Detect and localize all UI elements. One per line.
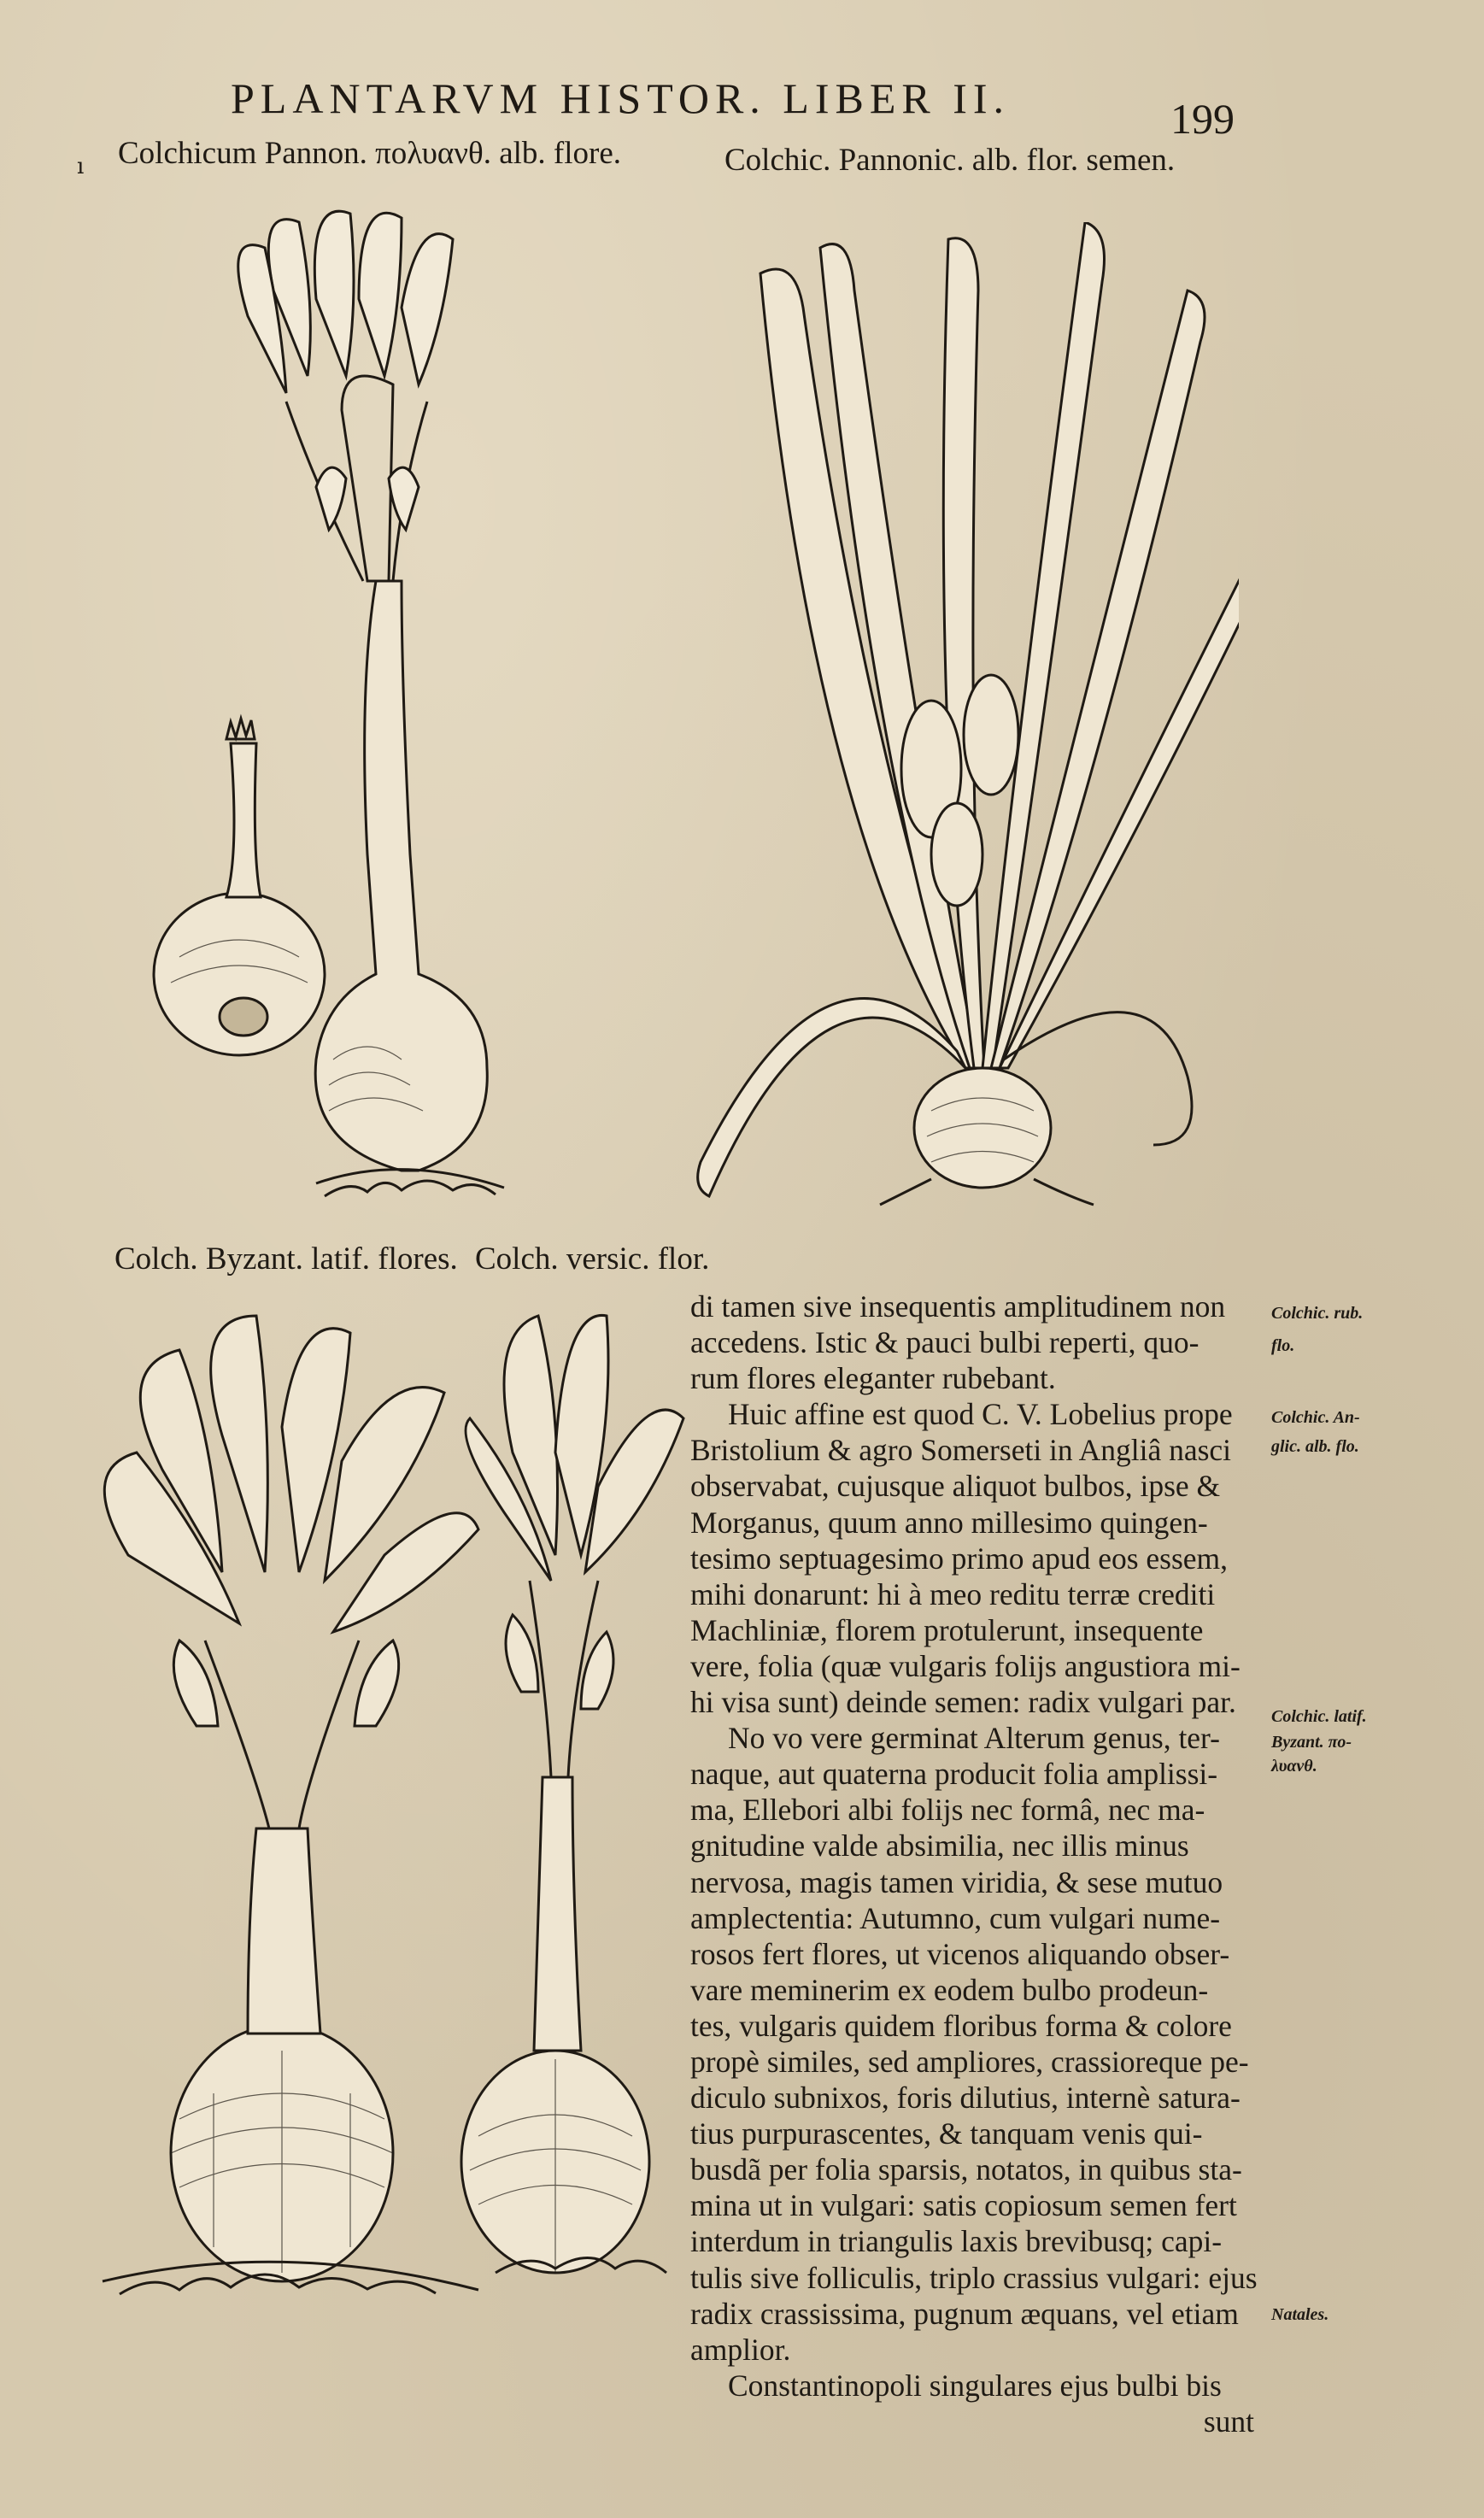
text-line: Morganus, quum anno millesimo quingen-	[690, 1505, 1208, 1540]
text-line: mihi donarunt: hi à meo reditu terræ crediti	[690, 1576, 1216, 1611]
woodcut-colchicum-versicolor	[436, 1299, 692, 2324]
text-line: No vo vere germinat Alterum genus, ter-	[728, 1721, 1220, 1756]
text-line: vere, folia (quæ vulgaris folijs angustiora mi-	[690, 1648, 1241, 1683]
body-text-column	[690, 1288, 1271, 2439]
caption-top-left: Colchicum Pannon. πολυανθ. alb. flore.	[118, 136, 622, 171]
margin-note: Colchic. An-	[1271, 1408, 1360, 1427]
text-line: Machliniæ, florem protulerunt, insequente	[690, 1612, 1204, 1647]
caption-bottom-right: Colch. versic. flor.	[475, 1241, 710, 1277]
page-number: 199	[1170, 95, 1235, 143]
text-line: ma, Ellebori albi folijs nec formâ, nec ma-	[690, 1793, 1205, 1828]
text-line: Huic affine est quod C. V. Lobelius prope	[728, 1397, 1233, 1432]
text-line: tesimo septuagesimo primo apud eos essem,	[690, 1541, 1229, 1576]
text-line: Constantinopoli singulares ejus bulbi bis	[728, 2368, 1222, 2403]
text-line: tius purpurascentes, & tanquam venis qui-	[690, 2116, 1203, 2151]
text-line: amplior.	[690, 2332, 791, 2367]
text-line: propè similes, sed ampliores, crassioreque pe-	[690, 2044, 1249, 2079]
text-line: naque, aut quaterna producit folia amplissi-	[690, 1757, 1218, 1792]
text-line: observabat, cujusque aliquot bulbos, ipse &	[690, 1469, 1221, 1504]
text-line: tes, vulgaris quidem floribus forma & colore	[690, 2008, 1232, 2043]
text-line: mina ut in vulgari: satis copiosum semen fert	[690, 2188, 1237, 2223]
text-line: diculo subnixos, foris dilutius, internè satura-	[690, 2081, 1241, 2116]
text-line: hi visa sunt) deinde semen: radix vulgari par.	[690, 1685, 1236, 1720]
text-line: gnitudine valde absimilia, nec illis minus	[690, 1828, 1189, 1864]
margin-note: glic. alb. flo.	[1271, 1437, 1359, 1456]
text-line: interdum in triangulis laxis brevibusq; capi-	[690, 2224, 1223, 2259]
caption-bottom-left: Colch. Byzant. latif. flores.	[114, 1241, 458, 1277]
woodcut-colchicum-pannonicum	[145, 205, 538, 1230]
running-head: PLANTARVM HISTOR. LIBER II.	[231, 74, 1011, 122]
edge-mark: ı	[77, 154, 85, 179]
margin-note: Byzant. πο-	[1271, 1733, 1352, 1752]
text-line: di tamen sive insequentis amplitudinem non	[690, 1289, 1226, 1324]
caption-top-right: Colchic. Pannonic. alb. flor. semen.	[724, 143, 1176, 178]
text-line: nervosa, magis tamen viridia, & sese mutuo	[690, 1864, 1223, 1899]
text-line: Bristolium & agro Somerseti in Angliâ nasci	[690, 1433, 1232, 1468]
margin-note: flo.	[1271, 1336, 1295, 1355]
text-line: rum flores eleganter rubebant.	[690, 1361, 1056, 1396]
woodcut-colchicum-byzantinum	[85, 1299, 496, 2324]
text-line: accedens. Istic & pauci bulbi reperti, quo-	[690, 1325, 1200, 1360]
catchword: sunt	[1203, 2404, 1254, 2439]
margin-note: λυανθ.	[1271, 1757, 1317, 1776]
text-line: tulis sive folliculis, triplo crassius vulgari: ejus	[690, 2260, 1258, 2295]
text-line: radix crassissima, pugnum æquans, vel etiam	[690, 2296, 1239, 2331]
text-line: amplectentia: Autumno, cum vulgari nume-	[690, 1900, 1221, 1935]
margin-note: Colchic. rub.	[1271, 1304, 1364, 1323]
margin-note: Colchic. latif.	[1271, 1707, 1367, 1726]
woodcut-colchicum-semen	[675, 222, 1239, 1230]
text-line: vare meminerim ex eodem bulbo prodeun-	[690, 1972, 1209, 2007]
margin-note: Natales.	[1271, 2305, 1329, 2324]
text-line: rosos fert flores, ut vicenos aliquando obser-	[690, 1936, 1230, 1971]
text-line: busdã per folia sparsis, notatos, in quibus sta-	[690, 2152, 1242, 2187]
